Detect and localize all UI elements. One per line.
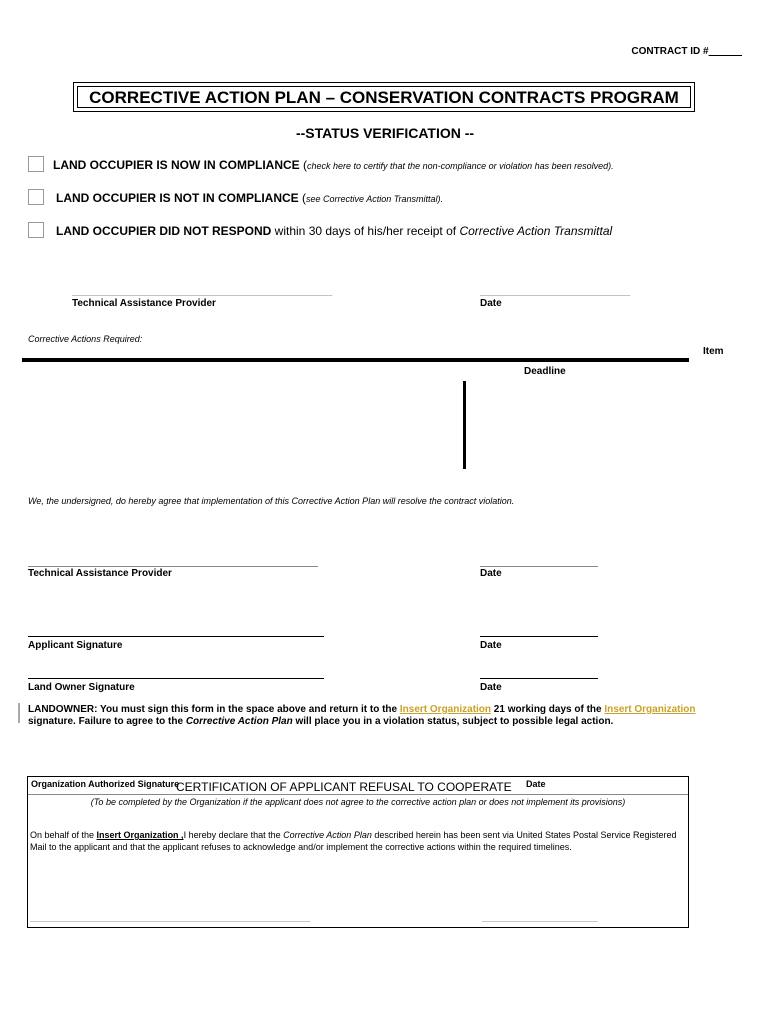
certification-sign-line[interactable]: _______________________________________________________________ <box>30 913 311 922</box>
notice-text-italic: Corrective Action Plan <box>185 716 293 727</box>
option-now-compliance <box>53 158 614 172</box>
table-divider <box>463 381 466 469</box>
option-did-not-respond <box>56 224 612 238</box>
landowner-notice-line2 <box>28 716 613 727</box>
body-text: I hereby declare that the <box>183 830 284 840</box>
notice-text: You must sign this form in the space above and return it to the <box>97 704 400 715</box>
body-text: On behalf of the <box>30 830 97 840</box>
landowner-date-line[interactable] <box>480 678 598 679</box>
item-header: Item <box>703 346 724 357</box>
title-box <box>73 82 695 112</box>
option-label: LAND OCCUPIER DID NOT RESPOND <box>56 224 272 238</box>
ta-date-line[interactable] <box>480 566 598 567</box>
did-not-respond-checkbox[interactable] <box>28 222 44 238</box>
notice-text: signature. Failure to agree to the <box>28 716 186 727</box>
applicant-date-line[interactable] <box>480 636 598 637</box>
compliance-checkbox[interactable] <box>28 156 44 172</box>
insert-organization-link[interactable]: Insert Organization <box>399 704 492 715</box>
agreement-text: We, the undersigned, do hereby agree that implementation of this Corrective Action Plan will resolve the contract violation. <box>28 496 515 506</box>
option-note: see Corrective Action Transmittal). <box>306 194 444 204</box>
landowner-sign-line[interactable] <box>28 678 324 679</box>
not-compliance-checkbox[interactable] <box>28 189 44 205</box>
option-paren: ( <box>299 158 308 172</box>
certification-date-label: Date <box>526 779 546 789</box>
contract-id <box>631 46 742 57</box>
provider-date-label: Date <box>480 298 502 309</box>
applicant-date-label: Date <box>480 640 502 651</box>
option-not-compliance <box>56 191 443 205</box>
certification-box <box>27 776 689 928</box>
notice-text: will place you in a violation status, subject to possible legal action. <box>292 716 614 727</box>
option-note: Corrective Action Transmittal <box>459 224 613 238</box>
contract-id-field[interactable]: ______ <box>708 46 742 57</box>
page-title: CORRECTIVE ACTION PLAN – CONSERVATION CONTRACTS PROGRAM <box>89 88 679 107</box>
notice-margin-bar <box>18 703 20 723</box>
contract-id-label: CONTRACT ID # <box>631 46 709 57</box>
table-top-rule <box>22 358 689 362</box>
certification-body <box>30 829 680 853</box>
landowner-date-label: Date <box>480 682 502 693</box>
applicant-sign-line[interactable] <box>28 636 324 637</box>
certification-date-line[interactable]: __________________________ <box>482 913 598 922</box>
certification-rule <box>28 794 688 795</box>
ta-provider-label: Technical Assistance Provider <box>28 568 172 579</box>
ta-provider-sign-line[interactable] <box>28 566 318 567</box>
insert-organization-link[interactable]: Insert Organization <box>604 704 696 715</box>
notice-text: 21 working days of the <box>491 704 605 715</box>
landowner-notice-line1 <box>28 704 696 715</box>
provider-date-line[interactable]: ______________________________ <box>480 286 631 296</box>
certification-subtitle: (To be completed by the Organization if the applicant does not agree to the corrective action plan or does not implement its provisions) <box>90 797 626 807</box>
notice-lead: LANDOWNER: <box>28 704 98 715</box>
provider-sign-line[interactable]: ____________________________________________________ <box>72 286 333 296</box>
status-heading: --STATUS VERIFICATION -- <box>295 125 475 141</box>
landowner-label: Land Owner Signature <box>28 682 135 693</box>
certification-title: CERTIFICATION OF APPLICANT REFUSAL TO COOPERATE <box>176 780 512 794</box>
ta-date-label: Date <box>480 568 502 579</box>
option-paren: ( <box>298 191 307 205</box>
org-authorized-signature-label: Organization Authorized Signature <box>31 779 180 789</box>
body-text-italic: Corrective Action Plan <box>283 830 372 840</box>
deadline-header: Deadline <box>524 366 566 377</box>
body-org[interactable]: Insert Organization , <box>96 830 184 840</box>
option-label: LAND OCCUPIER IS NOW IN COMPLIANCE <box>53 158 300 172</box>
body-text: described herein has been sent via United States Postal Service Registered Mail to the applicant and that the applicant refuses to acknowledge and/or implement the corrective actions within the required timelines. <box>30 830 677 852</box>
corrective-actions-label: Corrective Actions Required: <box>28 334 143 344</box>
option-label: LAND OCCUPIER IS NOT IN COMPLIANCE <box>56 191 299 205</box>
provider-label: Technical Assistance Provider <box>72 298 216 309</box>
option-text: within 30 days of his/her receipt of <box>271 224 460 238</box>
applicant-label: Applicant Signature <box>28 640 123 651</box>
option-note: check here to certify that the non-compliance or violation has been resolved). <box>307 161 614 171</box>
